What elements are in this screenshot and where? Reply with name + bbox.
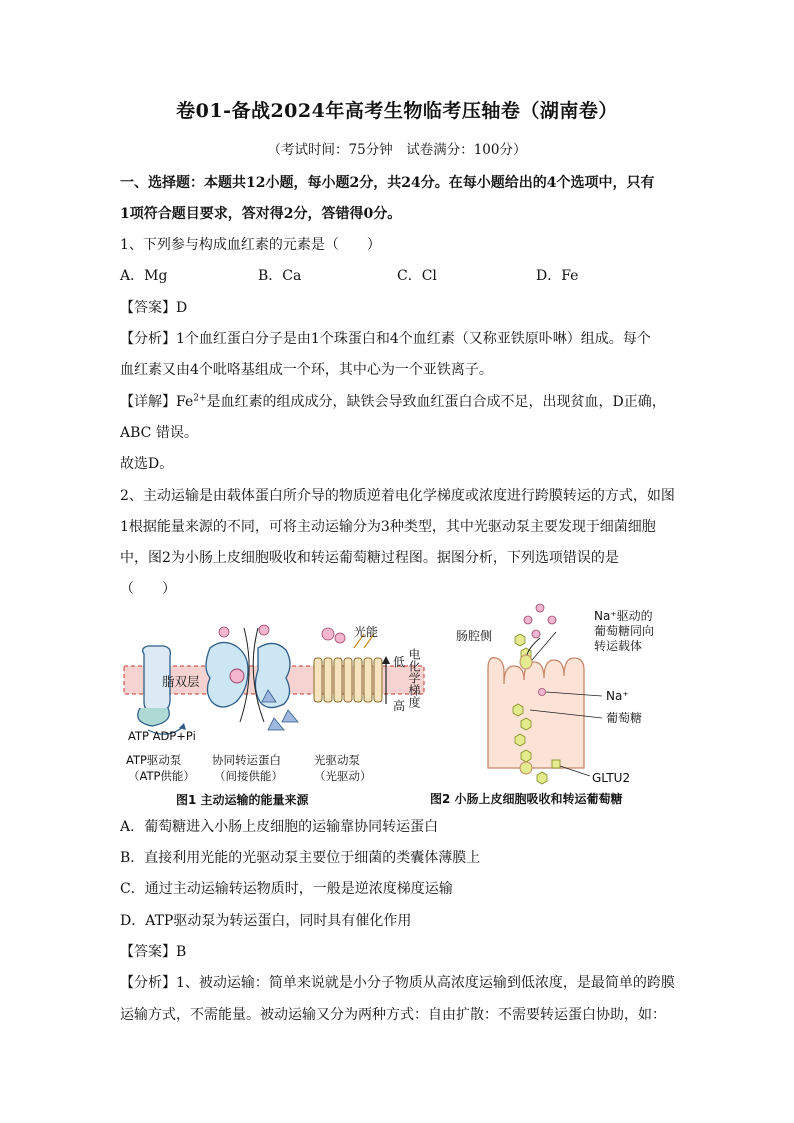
light-energy-label: 光能 [354, 625, 379, 639]
glut2-label: GLTU2 [592, 771, 631, 785]
q1-option-b: B．Ca [258, 268, 302, 284]
q1-answer: 【答案】D [120, 300, 188, 316]
q1-option-c: C．Cl [397, 268, 437, 284]
figure-1-caption: 图1 主动运输的能量来源 [176, 793, 309, 807]
section-heading-line2: 1项符合题目要求，答对得2分，答错得0分。 [120, 206, 402, 222]
q1-option-a: A．Mg [120, 268, 168, 284]
q1-detail-line2: ABC 错误。 [120, 425, 198, 441]
exam-info: （考试时间：75分钟 试卷满分：100分） [267, 142, 527, 158]
q2-stem-line4: （ ） [120, 581, 176, 597]
q1-analysis-line1: 【分析】1个血红蛋白分子是由1个珠蛋白和4个血红素（又称亚铁原卟啉）组成。每个 [120, 331, 651, 347]
q1-detail-rest: 是血红素的组成成分，缺铁会导致血红蛋白合成不足，出现贫血，D正确， [206, 394, 666, 410]
epithelial-cell [488, 658, 584, 768]
carrier-label-line1: Na⁺驱动的 [594, 609, 653, 623]
q2-option-a: A．葡萄糖进入小肠上皮细胞的运输靠协同转运蛋白 [120, 819, 439, 835]
figure-1-energy-sources [118, 618, 440, 810]
q1-conclusion: 故选D。 [120, 456, 174, 472]
bilayer-label: 脂双层 [162, 674, 200, 689]
q1-detail-line1 [120, 391, 666, 411]
q1-stem: 1、下列参与构成血红素的元素是（ ） [120, 237, 381, 253]
q2-answer: 【答案】B [120, 944, 187, 960]
low-label: 低 [393, 655, 406, 669]
q2-option-c: C．通过主动运输转运物质时，一般是逆浓度梯度运输 [120, 881, 453, 897]
q2-stem-line1: 2、主动运输是由载体蛋白所介导的物质逆着电化学梯度或浓度进行跨膜转运的方式，如图 [120, 488, 675, 504]
q2-option-d: D．ATP驱动泵为转运蛋白，同时具有催化作用 [120, 913, 412, 929]
lumen-side-label: 肠腔侧 [456, 629, 493, 643]
gradient-label: 电化学梯度 [407, 648, 421, 708]
q2-option-b: B．直接利用光能的光驱动泵主要位于细菌的类囊体薄膜上 [120, 850, 481, 866]
q2-analysis-line1: 【分析】1、被动运输：简单来说就是小分子物质从高浓度运输到低浓度，是最简单的跨膜 [120, 975, 675, 991]
q1-option-d: D．Fe [536, 268, 579, 284]
atp-pump-name: ATP驱动泵 [126, 753, 182, 767]
light-pump-shape [314, 628, 390, 704]
cotransporter-sub: （间接供能） [214, 769, 283, 783]
light-pump-sub: （光驱动） [314, 769, 372, 783]
figure-2-caption: 图2 小肠上皮细胞吸收和转运葡萄糖 [430, 792, 623, 806]
q1-analysis-line2: 血红素又由4个吡咯基组成一个环，其中心为一个亚铁离子。 [120, 362, 493, 378]
q2-analysis-line2: 运输方式，不需能量。被动运输又分为两种方式：自由扩散：不需要转运蛋白协助，如： [120, 1007, 666, 1023]
page-title: 卷01-备战2024年高考生物临考压轴卷（湖南卷） [176, 100, 618, 122]
q1-detail-prefix: 【详解】Fe [120, 394, 194, 410]
atp-label: ATP ADP+Pi [128, 729, 196, 743]
section-heading-line1: 一、选择题：本题共12小题，每小题2分，共24分。在每小题给出的4个选项中，只有 [120, 175, 655, 191]
cotransporter-name: 协同转运蛋白 [212, 753, 281, 767]
light-pump-name: 光驱动泵 [314, 753, 360, 767]
sodium-label: Na⁺ [606, 689, 629, 703]
high-label: 高 [393, 699, 406, 713]
glucose-label: 葡萄糖 [606, 711, 643, 725]
figure-2-glucose-transport [430, 600, 692, 810]
q1-detail-superscript: 2+ [193, 393, 207, 404]
carrier-label-line2: 葡萄糖同向 [594, 624, 655, 638]
q2-stem-line3: 中，图2为小肠上皮细胞吸收和转运葡萄糖过程图。据图分析，下列选项错误的是 [120, 550, 619, 566]
q2-stem-line2: 1根据能量来源的不同，可将主动运输分为3种类型，其中光驱动泵主要发现于细菌细胞 [120, 519, 656, 535]
atp-pump-sub: （ATP供能） [128, 769, 195, 783]
carrier-label-line3: 转运载体 [594, 639, 643, 653]
